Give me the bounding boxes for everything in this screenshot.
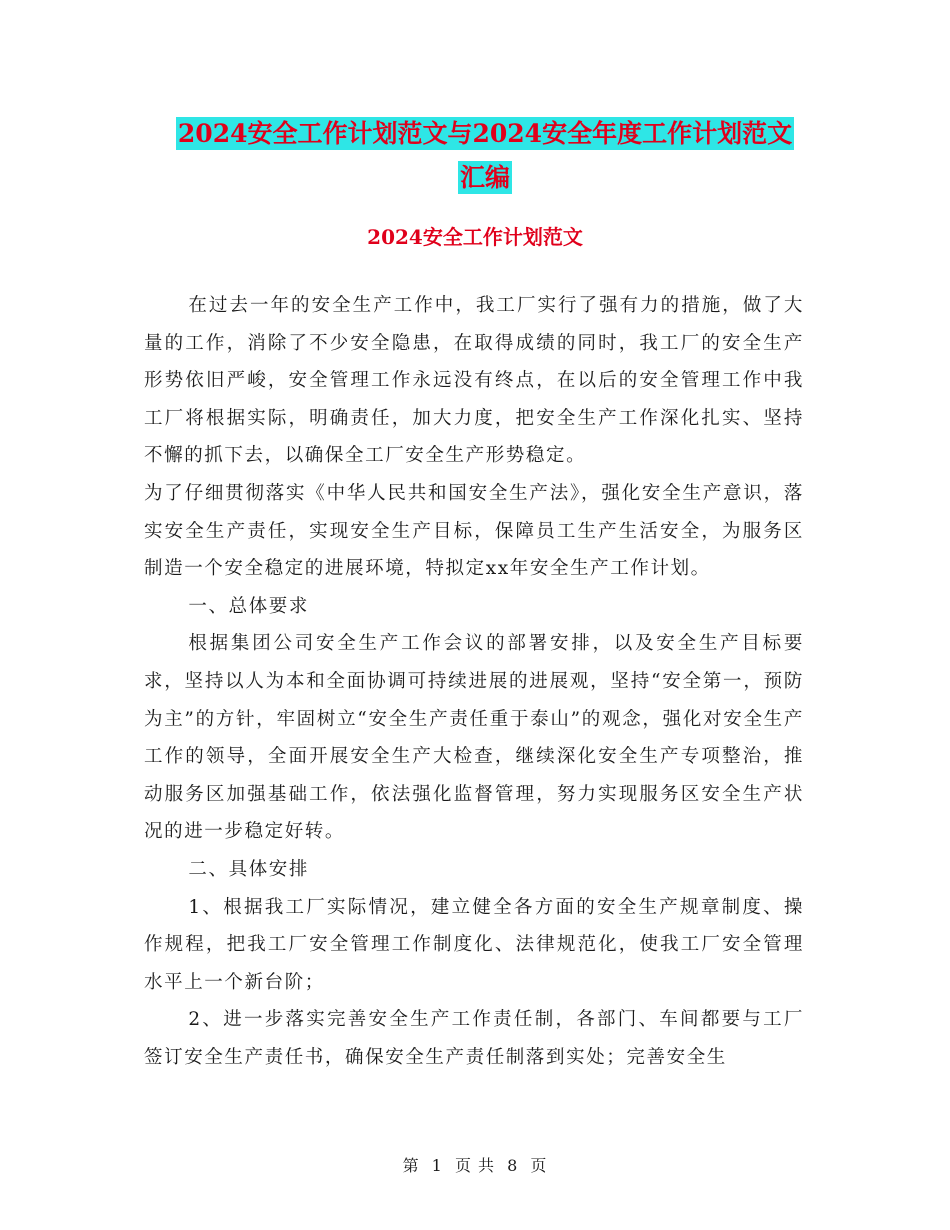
footer-total-pages: 8: [507, 1156, 519, 1175]
paragraph-item-2: 2、进一步落实完善安全生产工作责任制，各部门、车间都要与工厂签订安全生产责任书，确保安全生产责任制落到实处；完善安全生: [144, 1009, 804, 1068]
footer-suffix: 页: [530, 1156, 548, 1175]
section-title: 2024安全工作计划范文: [367, 225, 583, 249]
paragraph-intro: 在过去一年的安全生产工作中，我工厂实行了强有力的措施，做了大量的工作，消除了不少安全隐患，在取得成绩的同时，我工厂的安全生产形势依旧严峻，安全管理工作永远没有终点，在以后的安全管理工作中我工厂将根据实际，明确责任，加大力度，把安全生产工作深化扎实、坚持不懈的抓下去，以确保全工厂安全生产形势稳定。: [144, 295, 804, 467]
footer-prefix: 第: [402, 1156, 420, 1175]
page-footer: [0, 1153, 950, 1176]
heading-general-requirements: 一、总体要求: [188, 595, 309, 617]
heading-specific-arrangements: 二、具体安排: [188, 858, 309, 880]
paragraph-item-1: 1、根据我工厂实际情况，建立健全各方面的安全生产规章制度、操作规程，把我工厂安全管理工作制度化、法律规范化，使我工厂安全管理水平上一个新台阶；: [144, 896, 804, 993]
footer-page-number: 1: [431, 1156, 443, 1175]
document-title: [140, 112, 830, 200]
paragraph-purpose: 为了仔细贯彻落实《中华人民共和国安全生产法》，强化安全生产意识，落实安全生产责任，实现安全生产目标，保障员工生产生活安全，为服务区制造一个安全稳定的进展环境，特拟定xx年安全生产工作计划。: [144, 482, 804, 580]
title-line-1: 2024安全工作计划范文与2024安全年度工作计划范文: [177, 119, 793, 148]
paragraph-general-requirements: 根据集团公司安全生产工作会议的部署安排，以及安全生产目标要求，坚持以人为本和全面协调可持续进展的进展观，坚持“安全第一，预防为主”的方针，牢固树立“安全生产责任重于泰山”的观念，强化对安全生产工作的领导，全面开展安全生产大检查，继续深化安全生产专项整治，推动服务区加强基础工作，依法强化监督管理，努力实现服务区安全生产状况的进一步稳定好转。: [144, 633, 804, 843]
title-line-2: 汇编: [459, 163, 510, 192]
footer-middle: 页 共: [454, 1156, 496, 1175]
document-body: [144, 287, 804, 1076]
